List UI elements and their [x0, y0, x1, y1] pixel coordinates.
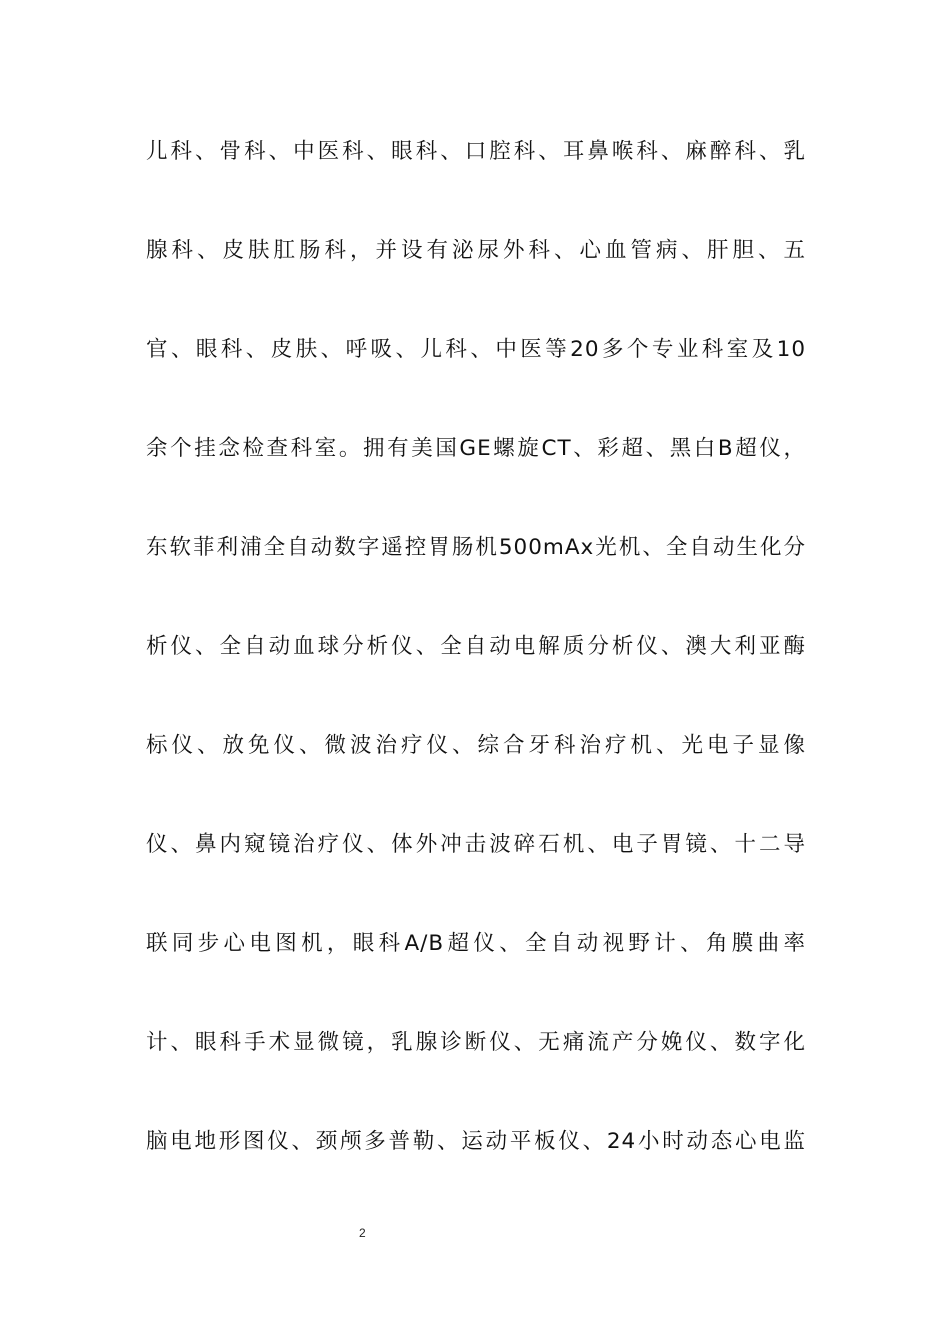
text-line-11: 脑电地形图仪、颈颅多普勒、运动平板仪、24小时动态心电监: [146, 1129, 806, 1154]
text-line-1: 儿科、骨科、中医科、眼科、口腔科、耳鼻喉科、麻醉科、乳: [146, 139, 806, 164]
text-line-9: 联同步心电图机，眼科A/B超仪、全自动视野计、角膜曲率: [146, 931, 806, 956]
text-line-8: 仪、鼻内窥镜治疗仪、体外冲击波碎石机、电子胃镜、十二导: [146, 832, 806, 857]
text-line-2: 腺科、皮肤肛肠科，并设有泌尿外科、心血管病、肝胆、五: [146, 238, 806, 263]
text-line-10: 计、眼科手术显微镜，乳腺诊断仪、无痛流产分娩仪、数字化: [146, 1030, 806, 1055]
body-text: [146, 126, 806, 1215]
text-line-5: 东软菲利浦全自动数字遥控胃肠机500mAx光机、全自动生化分: [146, 535, 806, 560]
text-line-7: 标仪、放免仪、微波治疗仪、综合牙科治疗机、光电子显像: [146, 733, 806, 758]
page-number: 2: [359, 1226, 366, 1240]
text-line-3: 官、眼科、皮肤、呼吸、儿科、中医等20多个专业科室及10: [146, 337, 806, 362]
text-line-6: 析仪、全自动血球分析仪、全自动电解质分析仪、澳大利亚酶: [146, 634, 806, 659]
text-line-4: 余个挂念检查科室。拥有美国GE螺旋CT、彩超、黑白B超仪，: [146, 436, 806, 461]
